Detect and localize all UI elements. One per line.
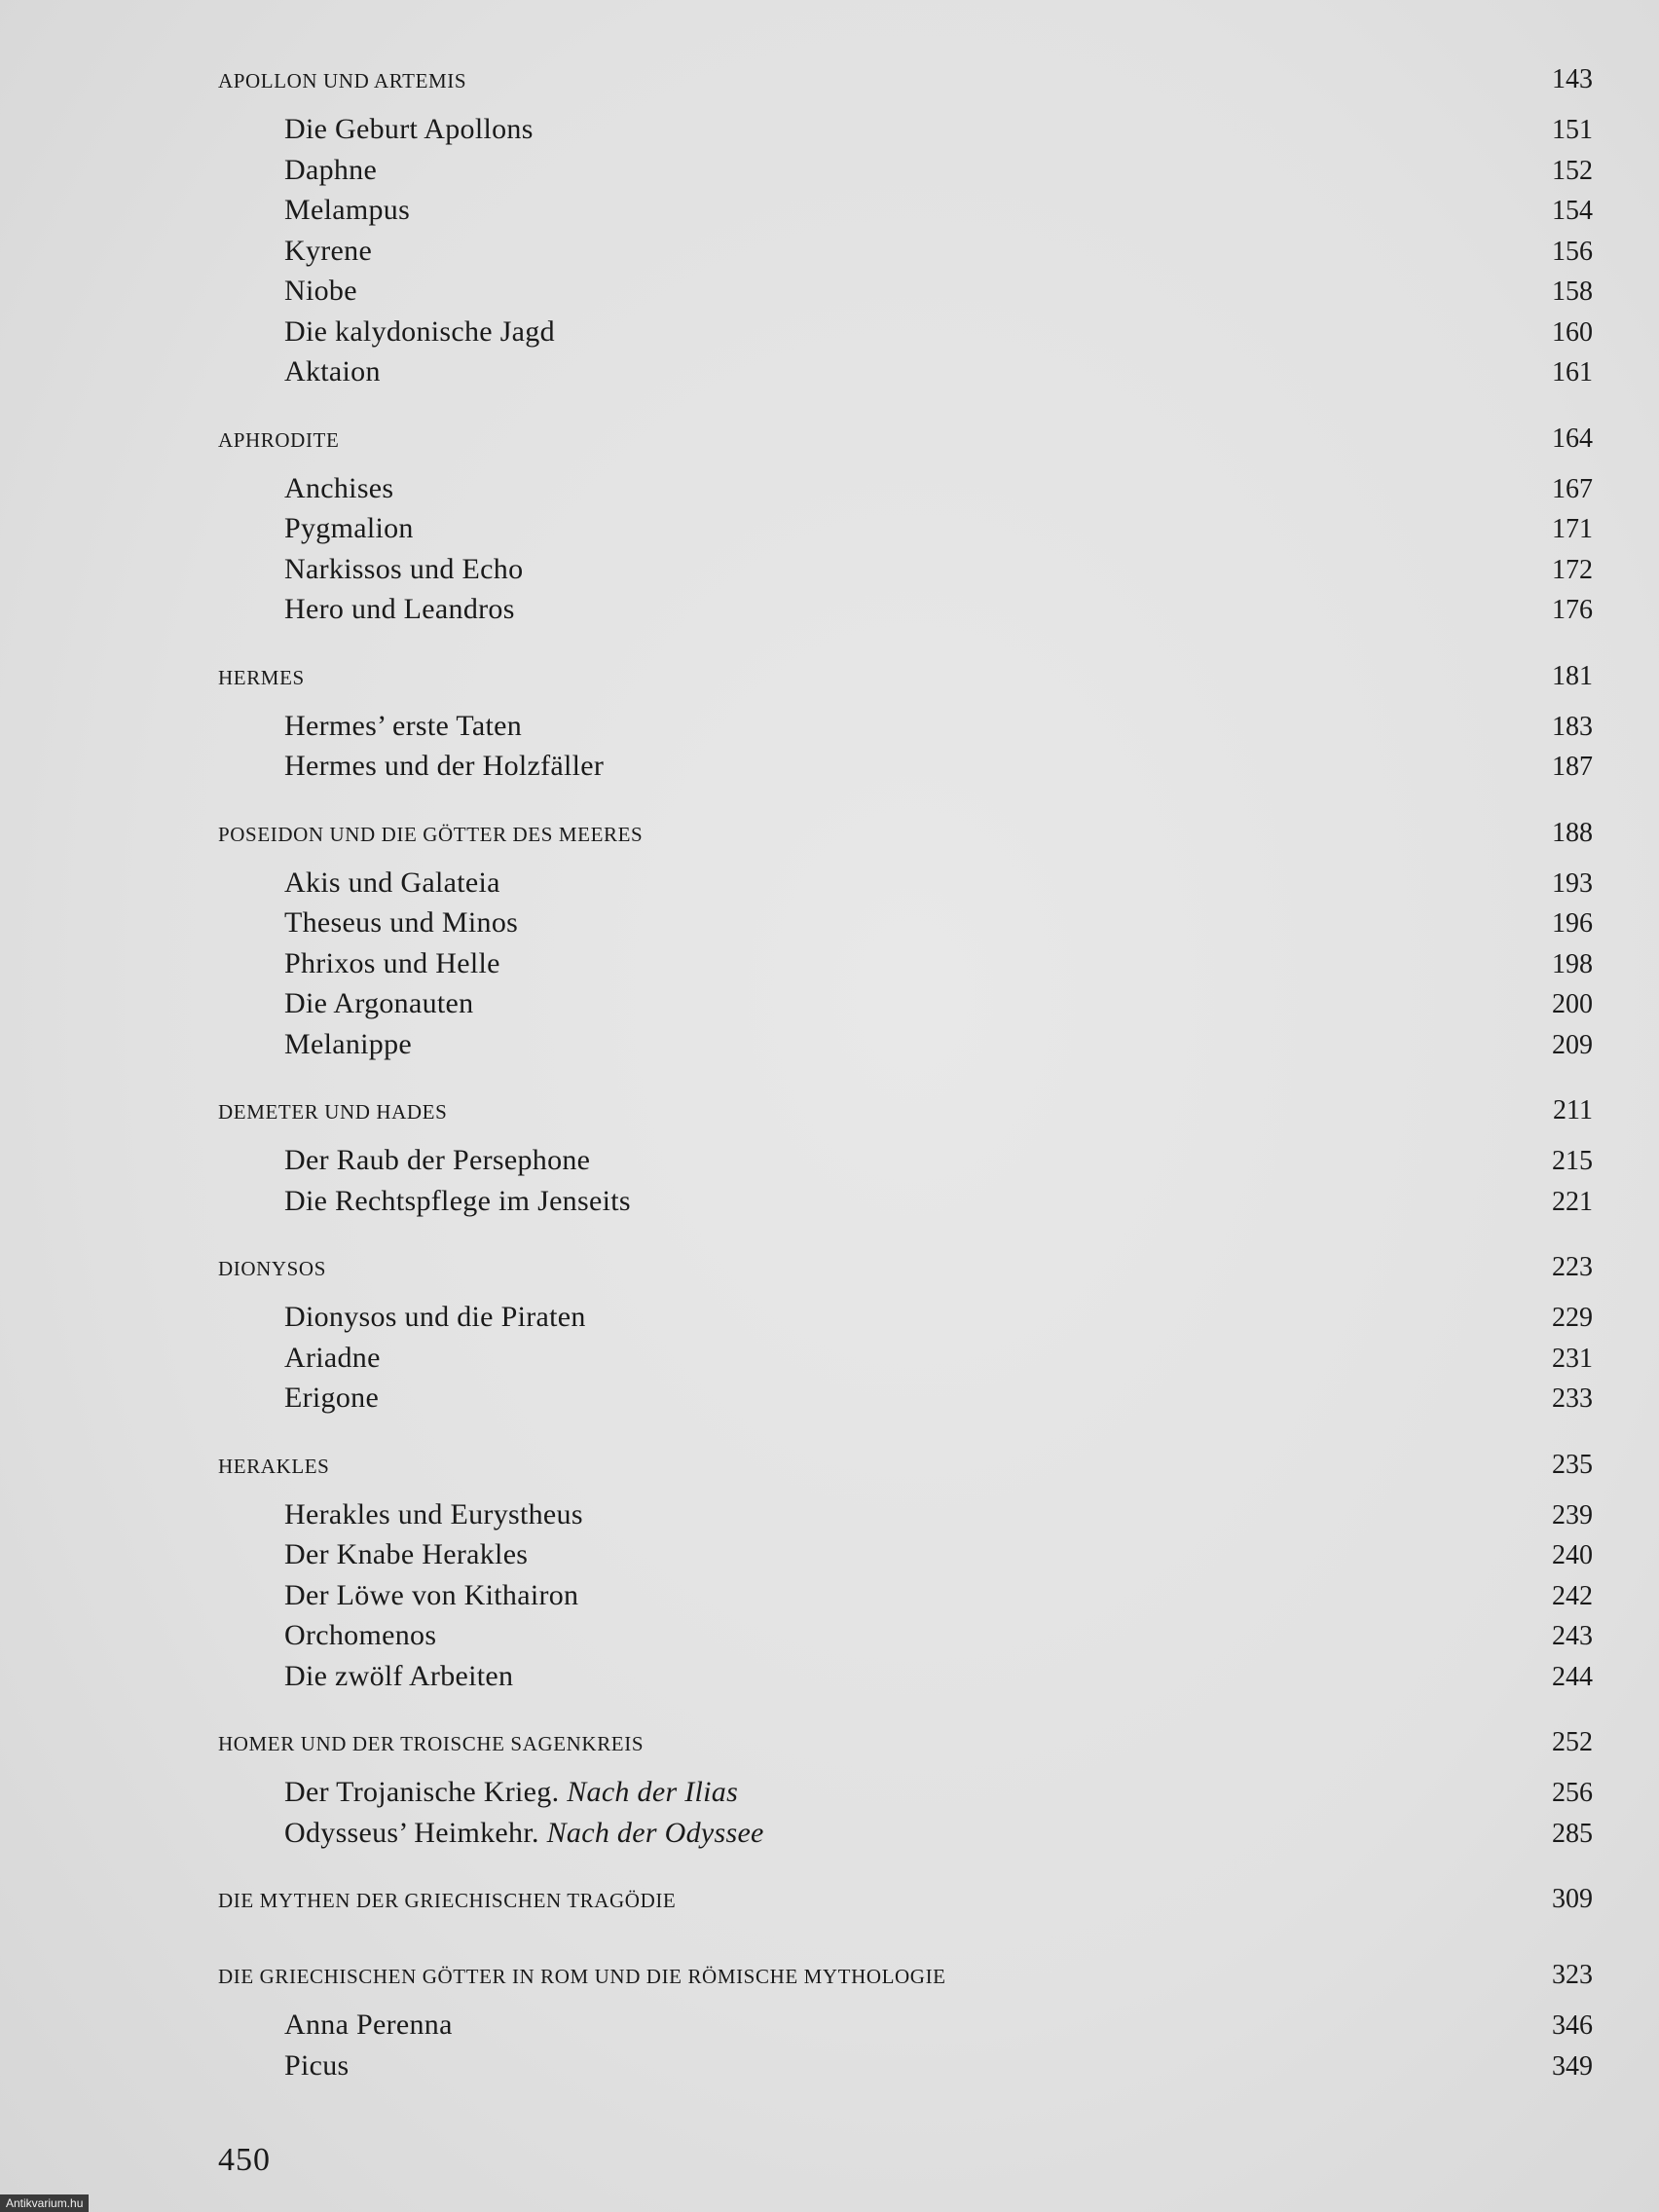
toc-entry[interactable] (218, 113, 1593, 154)
toc-entry[interactable] (218, 1301, 1593, 1342)
entry-page-number: 239 (1552, 1499, 1593, 1530)
dot-leader (521, 1670, 1532, 1685)
entry-page-number: 221 (1552, 1186, 1593, 1217)
section-heading-row[interactable] (218, 1884, 1593, 1933)
section-page-number: 309 (1552, 1884, 1593, 1914)
section-heading-title: HERAKLES (218, 1454, 330, 1478)
dot-leader (598, 1154, 1532, 1169)
entry-title (284, 1185, 631, 1218)
entry-title-text: Picus (284, 2048, 350, 2082)
toc-entry[interactable] (218, 866, 1593, 907)
dot-leader (772, 1826, 1532, 1842)
entry-title-text: Hermes’ erste Taten (284, 709, 523, 742)
toc-entry[interactable] (218, 355, 1593, 396)
toc-entry[interactable] (218, 275, 1593, 315)
dot-leader (337, 1457, 1532, 1473)
dot-leader (401, 482, 1532, 498)
entry-title-text: Ariadne (284, 1341, 381, 1374)
section-heading-row[interactable] (218, 1727, 1593, 1776)
entry-page-number: 285 (1552, 1818, 1593, 1849)
entry-title-text: Odysseus’ Heimkehr. (284, 1816, 539, 1849)
entry-page-number: 161 (1552, 357, 1593, 387)
entry-title (284, 1144, 590, 1177)
section-heading-title: HERMES (218, 665, 305, 689)
watermark: Antikvarium.hu (0, 2194, 89, 2212)
section-heading-title: DEMETER UND HADES (218, 1100, 448, 1124)
section-heading-row[interactable] (218, 661, 1593, 710)
entry-page-number: 233 (1552, 1383, 1593, 1414)
section-heading-title: DIONYSOS (218, 1257, 326, 1280)
dot-leader (455, 1103, 1532, 1119)
dot-leader (387, 1391, 1532, 1407)
toc-entry[interactable] (218, 512, 1593, 553)
toc-section (218, 1727, 1593, 1857)
entry-page-number: 242 (1552, 1580, 1593, 1611)
dot-leader (385, 164, 1532, 179)
section-page-number: 252 (1552, 1727, 1593, 1757)
dot-leader (422, 522, 1532, 537)
entry-title-text: Hero und Leandros (284, 593, 515, 625)
toc-entry[interactable] (218, 1185, 1593, 1226)
entry-title-text: Die Argonauten (284, 987, 474, 1019)
entry-page-number: 244 (1552, 1661, 1593, 1692)
toc-entry[interactable] (218, 472, 1593, 513)
entry-title-text: Der Knabe Herakles (284, 1538, 529, 1570)
dot-leader (388, 365, 1532, 381)
dot-leader (535, 1548, 1532, 1564)
entry-title (284, 512, 414, 545)
entry-title (284, 275, 357, 308)
entry-title (284, 1301, 586, 1334)
entry-page-number: 229 (1552, 1303, 1593, 1333)
dot-leader (639, 1195, 1532, 1210)
entry-title-text: Die zwölf Arbeiten (284, 1659, 514, 1692)
entry-page-number: 167 (1552, 473, 1593, 504)
entry-page-number: 154 (1552, 196, 1593, 226)
toc-entry[interactable] (218, 235, 1593, 276)
dot-leader (313, 669, 1532, 684)
dot-leader (563, 325, 1532, 341)
toc-entry[interactable] (218, 1382, 1593, 1422)
section-heading-row[interactable] (218, 1450, 1593, 1498)
entry-page-number: 183 (1552, 711, 1593, 742)
entry-page-number: 209 (1552, 1029, 1593, 1060)
toc-section (218, 1884, 1593, 1933)
entry-title-text: Anna Perenna (284, 2009, 453, 2041)
entry-title-text: Melanippe (284, 1027, 412, 1060)
entry-subtitle: Nach der Ilias (567, 1776, 739, 1808)
toc-entry[interactable] (218, 906, 1593, 947)
section-page-number: 181 (1552, 660, 1593, 691)
toc-entry[interactable] (218, 1342, 1593, 1382)
dot-leader (594, 1310, 1532, 1326)
entry-page-number: 215 (1552, 1146, 1593, 1176)
entry-title-text: Akis und Galateia (284, 866, 500, 899)
toc-section (218, 661, 1593, 791)
entry-title (284, 2049, 350, 2083)
dot-leader (481, 997, 1532, 1013)
entry-title (284, 1382, 379, 1415)
toc-entry[interactable] (218, 1498, 1593, 1539)
dot-leader (474, 72, 1532, 88)
toc-entry[interactable] (218, 1028, 1593, 1069)
toc-entry[interactable] (218, 194, 1593, 235)
dot-leader (357, 2059, 1532, 2075)
toc-section (218, 818, 1593, 1069)
section-heading-title: APHRODITE (218, 427, 340, 452)
entry-title (284, 906, 518, 940)
entry-title (284, 1342, 381, 1375)
entry-title-text: Erigone (284, 1382, 380, 1414)
entry-page-number: 193 (1552, 867, 1593, 899)
entry-page-number: 349 (1552, 2050, 1593, 2082)
entry-page-number: 151 (1552, 115, 1593, 145)
toc-entry[interactable] (218, 750, 1593, 791)
dot-leader (334, 1260, 1532, 1275)
entry-page-number: 176 (1552, 595, 1593, 625)
page-number: 450 (218, 2142, 271, 2178)
toc-entry[interactable] (218, 593, 1593, 634)
entry-title-text: Theseus und Minos (284, 906, 519, 939)
entry-title-text: Pygmalion (284, 512, 414, 544)
entry-page-number: 187 (1552, 752, 1593, 782)
toc-section (218, 1450, 1593, 1701)
section-heading-title: APOLLON UND ARTEMIS (218, 69, 467, 92)
section-heading-row[interactable] (218, 1095, 1593, 1144)
dot-leader (508, 957, 1532, 973)
entry-title (284, 1660, 513, 1693)
entry-page-number: 171 (1552, 514, 1593, 544)
entry-title-text: Der Trojanische Krieg. (284, 1776, 560, 1808)
dot-leader (526, 916, 1532, 932)
entry-page-number: 231 (1552, 1343, 1593, 1374)
toc-entry[interactable] (218, 1817, 1593, 1858)
dot-leader (541, 123, 1532, 138)
dot-leader (420, 1038, 1532, 1053)
dot-leader (380, 244, 1532, 260)
toc-section (218, 1252, 1593, 1422)
entry-title (284, 1538, 528, 1571)
toc-entry[interactable] (218, 1538, 1593, 1579)
entry-title (284, 235, 372, 268)
section-heading-title: DIE GRIECHISCHEN GÖTTER IN ROM UND DIE RÖMISCHE MYTHOLOGIE (218, 1965, 946, 1988)
entry-title (284, 1579, 578, 1612)
dot-leader (954, 1968, 1532, 1983)
entry-title (284, 1619, 436, 1652)
entry-title-text: Kyrene (284, 234, 373, 267)
section-page-number: 211 (1553, 1095, 1593, 1125)
toc-section (218, 1095, 1593, 1225)
entry-title (284, 194, 410, 227)
entry-title-text: Orchomenos (284, 1619, 437, 1651)
dot-leader (418, 203, 1532, 219)
dot-leader (523, 603, 1532, 618)
entry-title-text: Anchises (284, 471, 394, 504)
toc-entry[interactable] (218, 1579, 1593, 1620)
entry-title (284, 315, 555, 349)
entry-page-number: 256 (1552, 1778, 1593, 1808)
entry-title (284, 154, 377, 187)
section-page-number: 188 (1552, 817, 1593, 848)
dot-leader (651, 1735, 1532, 1751)
section-heading-row[interactable] (218, 1252, 1593, 1301)
toc-section (218, 424, 1593, 634)
dot-leader (650, 826, 1532, 841)
entry-title-text: Hermes und der Holzfäller (284, 750, 605, 782)
dot-leader (461, 2018, 1532, 2034)
entry-title-text: Narkissos und Echo (284, 552, 524, 585)
entry-title (284, 1498, 583, 1531)
section-page-number: 223 (1552, 1252, 1593, 1282)
toc-entry[interactable] (218, 987, 1593, 1028)
dot-leader (683, 1892, 1532, 1907)
entry-page-number: 156 (1552, 236, 1593, 267)
entry-title (284, 1817, 764, 1850)
toc-entry[interactable] (218, 1144, 1593, 1185)
entry-title-text: Aktaion (284, 355, 381, 387)
entry-title (284, 1028, 412, 1061)
entry-page-number: 243 (1552, 1621, 1593, 1651)
entry-page-number: 198 (1552, 948, 1593, 979)
toc-entry[interactable] (218, 1619, 1593, 1660)
toc-entry[interactable] (218, 1660, 1593, 1701)
section-heading-row[interactable] (218, 424, 1593, 472)
entry-title-text: Der Löwe von Kithairon (284, 1578, 579, 1611)
dot-leader (530, 719, 1532, 735)
dot-leader (586, 1589, 1532, 1604)
entry-page-number: 240 (1552, 1540, 1593, 1570)
toc-entry[interactable] (218, 2009, 1593, 2049)
section-heading-row[interactable] (218, 818, 1593, 866)
entry-title (284, 113, 534, 146)
dot-leader (508, 876, 1532, 892)
section-heading-title: POSEIDON UND DIE GÖTTER DES MEERES (218, 822, 644, 846)
entry-title-text: Daphne (284, 153, 378, 186)
entry-title (284, 553, 523, 586)
toc-entry[interactable] (218, 315, 1593, 356)
section-page-number: 164 (1552, 423, 1593, 454)
toc-entry[interactable] (218, 947, 1593, 988)
dot-leader (746, 1786, 1532, 1801)
section-heading-row[interactable] (218, 64, 1593, 113)
section-heading-row[interactable] (218, 1960, 1593, 2009)
toc-entry[interactable] (218, 2049, 1593, 2090)
entry-title-text: Niobe (284, 275, 357, 307)
section-heading-title: HOMER UND DER TROISCHE SAGENKREIS (218, 1732, 645, 1755)
section-page-number: 323 (1552, 1960, 1593, 1990)
table-of-contents (218, 64, 1593, 2117)
section-page-number: 143 (1552, 64, 1593, 94)
dot-leader (347, 431, 1532, 447)
entry-title (284, 1776, 738, 1809)
toc-entry[interactable] (218, 1776, 1593, 1817)
entry-title (284, 866, 500, 900)
entry-title-text: Melampus (284, 194, 411, 226)
entry-page-number: 200 (1552, 989, 1593, 1019)
toc-entry[interactable] (218, 553, 1593, 594)
entry-page-number: 346 (1552, 2010, 1593, 2041)
toc-entry[interactable] (218, 154, 1593, 195)
entry-subtitle: Nach der Odyssee (546, 1816, 764, 1849)
toc-entry[interactable] (218, 710, 1593, 751)
dot-leader (591, 1508, 1532, 1524)
entry-title (284, 750, 604, 783)
section-page-number: 235 (1552, 1449, 1593, 1480)
entry-page-number: 152 (1552, 155, 1593, 186)
entry-title-text: Dionysos und die Piraten (284, 1301, 586, 1333)
section-heading-title: DIE MYTHEN DER GRIECHISCHEN TRAGÖDIE (218, 1889, 677, 1912)
toc-section (218, 64, 1593, 396)
dot-leader (388, 1351, 1532, 1367)
entry-page-number: 158 (1552, 276, 1593, 307)
entry-title (284, 355, 381, 388)
entry-title-text: Herakles und Eurystheus (284, 1497, 583, 1530)
dot-leader (611, 759, 1532, 775)
entry-title-text: Die Rechtspflege im Jenseits (284, 1184, 631, 1217)
entry-title-text: Phrixos und Helle (284, 946, 500, 979)
entry-title (284, 710, 522, 743)
entry-title-text: Der Raub der Persephone (284, 1144, 591, 1176)
entry-title (284, 987, 473, 1020)
entry-title-text: Die Geburt Apollons (284, 113, 534, 145)
entry-page-number: 196 (1552, 908, 1593, 939)
entry-title (284, 593, 515, 626)
entry-title (284, 2009, 453, 2042)
dot-leader (365, 284, 1532, 300)
dot-leader (531, 563, 1532, 578)
entry-title (284, 947, 500, 980)
entry-title (284, 472, 393, 505)
dot-leader (444, 1629, 1532, 1644)
entry-title-text: Die kalydonische Jagd (284, 314, 555, 348)
entry-page-number: 160 (1552, 316, 1593, 348)
entry-page-number: 172 (1552, 554, 1593, 585)
toc-section (218, 1960, 1593, 2089)
